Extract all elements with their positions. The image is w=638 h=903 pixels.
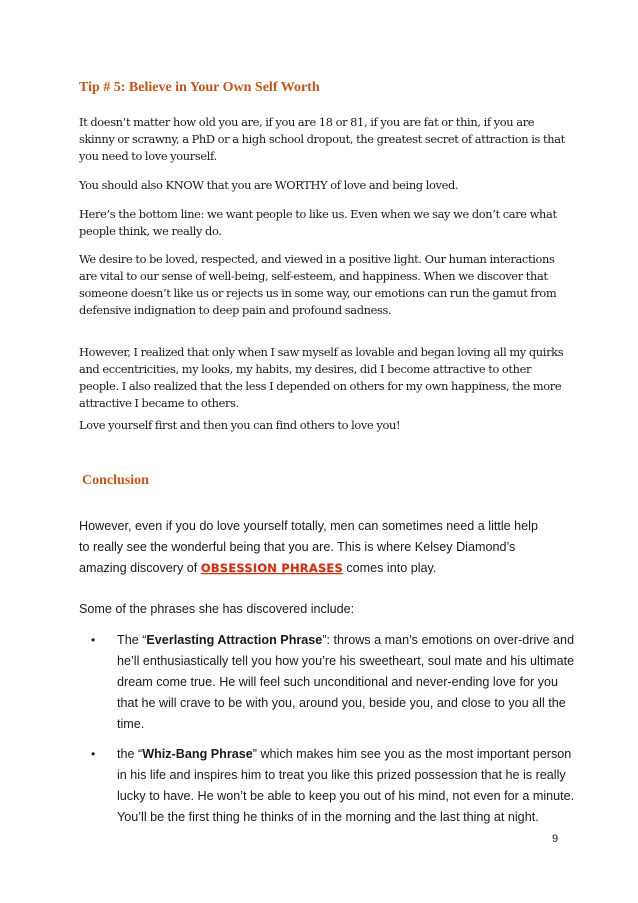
phrase-description: ” which makes him see you as the most important person in his life and inspires him to treat you like this prized possession that he is really lucky to have. He won’t be able to keep you out of his mind, not even for a minute. You’ll be the first thing he thinks of in the morning and the last thing at night. [117,747,575,824]
phrase-name: Everlasting Attraction Phrase [146,633,323,647]
obsession-phrases-link[interactable]: OBSESSION PHRASES [200,561,343,575]
conclusion-heading: Conclusion [82,473,149,488]
conclusion-intro-before: However, even if you do love yourself totally, men can sometimes need a little help to really see the wonderful being that you are. This is where Kelsey Diamond’s amazing discovery of [79,519,538,575]
tip-paragraph-2: You should also KNOW that you are WORTHY of love and being loved. [79,178,459,192]
tip-paragraph-3: Here’s the bottom line: we want people to like us. Even when we say we don’t care what people think, we really do. [79,207,557,238]
page-number: 9 [552,833,559,845]
phrase-description: ”: throws a man’s emotions on over-drive and he’ll enthusiastically tell you how you’re his sweetheart, soul mate and his ultimate dream come true. He will feel such unconditional and never-ending love for you that he will crave to be with you, around you, beside you, and close to you all the time. [117,633,575,731]
tip-heading: Tip # 5: Believe in Your Own Self Worth [79,80,320,95]
bullet-icon: • [91,633,96,647]
phrases-list [79,630,579,828]
list-item [79,630,579,735]
list-item [79,744,579,828]
conclusion-intro [79,516,549,579]
tip-paragraph-5: However, I realized that only when I saw myself as lovable and began loving all my quirks and eccentricities, my looks, my habits, my desires, did I become attractive to other people. I also realized that the less I depended on others for my own happiness, the more attractive I became to others. [79,345,564,410]
phrase-name: Whiz-Bang Phrase [142,747,253,761]
tip-paragraph-4: We desire to be loved, respected, and viewed in a positive light. Our human interactions are vital to our sense of well-being, self-esteem, and happiness. When we discover that someone doesn’t like us or rejects us in some way, our emotions can run the gamut from defensive indignation to deep pain and profound sadness. [79,252,557,317]
conclusion-intro-after: comes into play. [342,561,437,575]
tip-paragraph-6: Love yourself first and then you can find others to love you! [79,418,401,432]
bullet-prefix: The “ [117,633,147,647]
phrases-intro: Some of the phrases she has discovered include: [79,602,355,616]
bullet-icon: • [91,747,96,761]
bullet-prefix: the “ [117,747,143,761]
tip-paragraph-1: It doesn’t matter how old you are, if you are 18 or 81, if you are fat or thin, if you are skinny or scrawny, a PhD or a high school dropout, the greatest secret of attraction is that you need to love yourself. [79,115,565,163]
